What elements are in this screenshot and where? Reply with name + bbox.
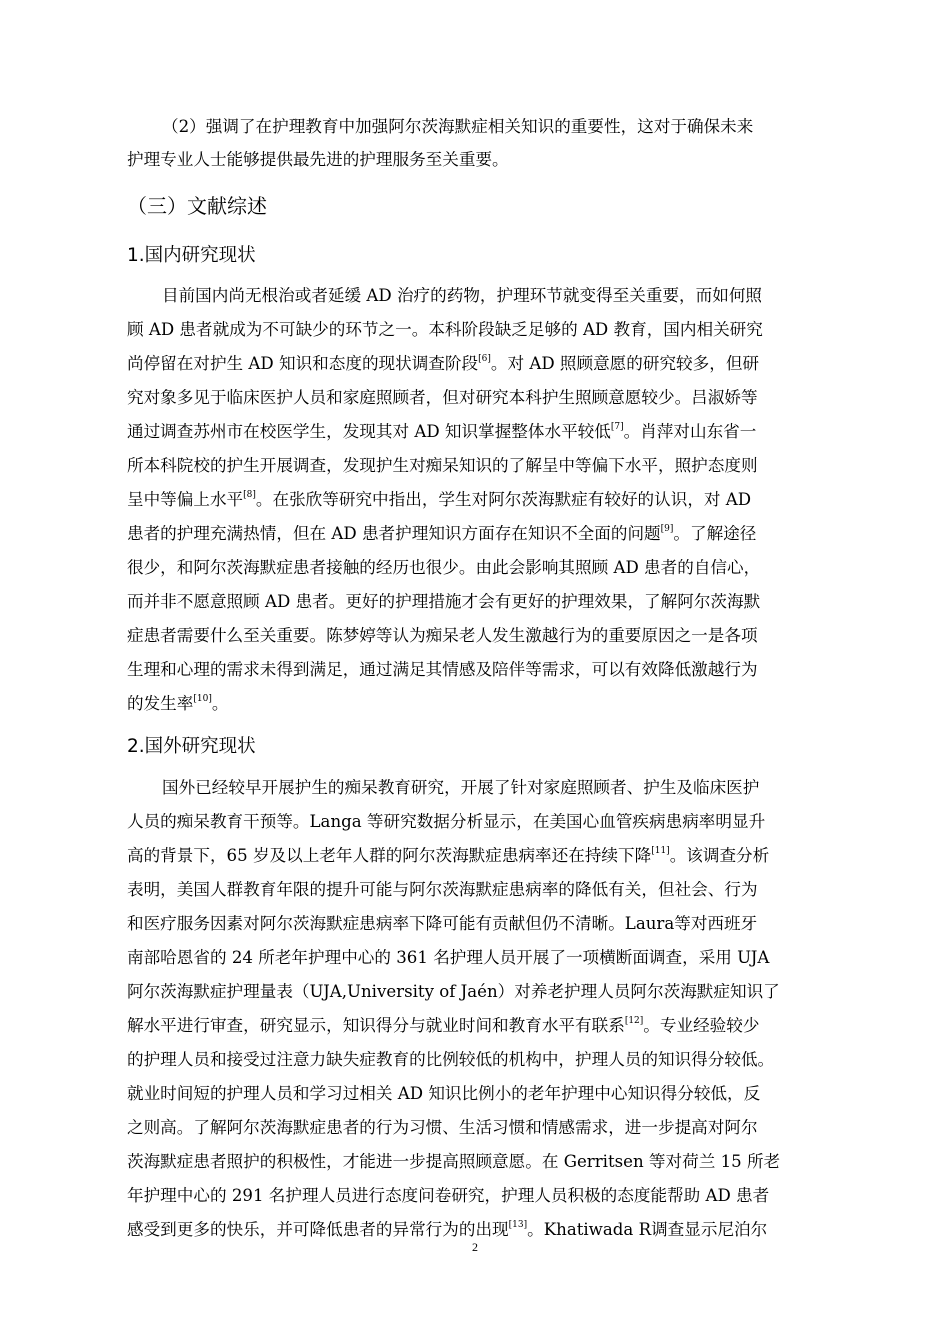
line-text: 高的背景下，65 岁及以上老年人群的阿尔茨海默症患病率还在持续下降 [127, 846, 652, 865]
line-text: 通过调查苏州市在校医学生，发现其对 AD 知识掌握整体水平较低 [127, 422, 611, 441]
domestic-paragraph-line [127, 556, 760, 580]
domestic-paragraph-line [127, 590, 760, 614]
line-text: 表明，美国人群教育年限的提升可能与阿尔茨海默症患病率的降低有关，但社会、行为 [127, 880, 758, 899]
domestic-paragraph-line [127, 352, 759, 376]
line-text: 所本科院校的护生开展调查，发现护生对痴呆知识的了解呈中等偏下水平，照护态度则 [127, 456, 758, 475]
domestic-paragraph-line [127, 318, 763, 342]
line-text: 生理和心理的需求未得到满足，通过满足其情感及陪伴等需求，可以有效降低激越行为 [127, 660, 758, 679]
line-text-continued: 。Khatiwada R调查显示尼泊尔 [527, 1220, 768, 1239]
line-text: 呈中等偏上水平 [127, 490, 244, 509]
line-text: 阿尔茨海默症护理量表（UJA,University of Jaén）对养老护理人员阿尔茨海默症知识了 [127, 982, 780, 1001]
line-text: 之则高。了解阿尔茨海默症患者的行为习惯、生活习惯和情感需求，进一步提高对阿尔 [127, 1118, 758, 1137]
foreign-paragraph-line [127, 1014, 759, 1038]
line-text: 很少，和阿尔茨海默症患者接触的经历也很少。由此会影响其照顾 AD 患者的自信心， [127, 558, 761, 577]
citation-superscript: [6] [478, 354, 491, 364]
line-text: 解水平进行审查，研究显示，知识得分与就业时间和教育水平有联系 [127, 1016, 625, 1035]
line-text: 而并非不愿意照顾 AD 患者。更好的护理措施才会有更好的护理效果，了解阿尔茨海默 [127, 592, 761, 611]
foreign-paragraph-line [127, 1218, 767, 1242]
domestic-paragraph-line [127, 420, 756, 444]
domestic-paragraph-line [127, 386, 758, 410]
line-text: 症患者需要什么至关重要。陈梦婷等认为痴呆老人发生激越行为的重要原因之一是各项 [127, 626, 758, 645]
foreign-paragraph-line [127, 1184, 769, 1208]
line-text: 和医疗服务因素对阿尔茨海默症患病率下降可能有贡献但仍不清晰。Laura等对西班牙 [127, 914, 758, 933]
domestic-paragraph-line [127, 454, 758, 478]
citation-superscript: [11] [651, 846, 670, 856]
line-text: 尚停留在对护生 AD 知识和态度的现状调查阶段 [127, 354, 479, 373]
line-text-continued: 。 [211, 694, 229, 713]
foreign-paragraph-line [127, 1150, 780, 1174]
line-text: 感受到更多的快乐，并可降低患者的异常行为的出现 [127, 1220, 509, 1239]
domestic-paragraph-line [127, 658, 758, 682]
intro-line-2: 护理专业人士能够提供最先进的护理服务至关重要。 [127, 150, 509, 169]
line-text: 就业时间短的护理人员和学习过相关 AD 知识比例小的老年护理中心知识得分较低，反 [127, 1084, 761, 1103]
foreign-heading: 2.国外研究现状 [127, 736, 256, 757]
line-text-continued: 。专业经验较少 [643, 1016, 760, 1035]
line-text-continued: 。肖萍对山东省一 [623, 422, 757, 441]
line-text: 的发生率 [127, 694, 194, 713]
line-text-continued: 。对 AD 照顾意愿的研究较多，但研 [490, 354, 760, 373]
foreign-paragraph-line [127, 810, 765, 834]
line-text-continued: 。该调查分析 [669, 846, 770, 865]
line-text: 茨海默症患者照护的积极性，才能进一步提高照顾意愿。在 Gerritsen 等对荷兰 15 所老 [127, 1152, 781, 1171]
foreign-paragraph-line [127, 980, 780, 1004]
line-text: 南部哈恩省的 24 所老年护理中心的 361 名护理人员开展了一项横断面调查，采用 UJA [127, 948, 770, 967]
line-text: 年护理中心的 291 名护理人员进行态度问卷研究，护理人员积极的态度能帮助 AD 患者 [127, 1186, 770, 1205]
foreign-paragraph-line [162, 776, 759, 800]
domestic-heading: 1.国内研究现状 [127, 245, 256, 266]
line-text-continued: 。在张欣等研究中指出，学生对阿尔茨海默症有较好的认识，对 AD [255, 490, 752, 509]
citation-superscript: [12] [624, 1016, 644, 1026]
foreign-paragraph-line [127, 1048, 774, 1072]
foreign-paragraph-line [127, 1116, 758, 1140]
citation-superscript: [8] [243, 490, 256, 500]
line-text: 国外已经较早开展护生的痴呆教育研究，开展了针对家庭照顾者、护生及临床医护 [162, 778, 760, 797]
line-text: 目前国内尚无根治或者延缓 AD 治疗的药物，护理环节就变得至关重要，而如何照 [162, 286, 763, 305]
foreign-paragraph-line [127, 844, 769, 868]
domestic-paragraph-line [127, 522, 756, 546]
line-text: 人员的痴呆教育干预等。Langa 等研究数据分析显示，在美国心血管疾病患病率明显升 [127, 812, 766, 831]
citation-superscript: [10] [193, 694, 212, 704]
line-text: 究对象多见于临床医护人员和家庭照顾者，但对研究本科护生照顾意愿较少。吕淑娇等 [127, 388, 758, 407]
line-text: 顾 AD 患者就成为不可缺少的环节之一。本科阶段缺乏足够的 AD 教育，国内相关研究 [127, 320, 763, 339]
citation-superscript: [13] [508, 1220, 528, 1230]
domestic-paragraph-line [127, 692, 228, 716]
intro-line-1: （2）强调了在护理教育中加强阿尔茨海默症相关知识的重要性，这对于确保未来 [162, 117, 754, 136]
line-text-continued: 。了解途径 [673, 524, 757, 543]
domestic-paragraph-line [127, 624, 758, 648]
foreign-paragraph-line [127, 878, 758, 902]
domestic-paragraph-line [162, 284, 762, 308]
domestic-paragraph-line [127, 488, 751, 512]
section-heading: （三）文献综述 [127, 194, 267, 218]
line-text: 患者的护理充满热情，但在 AD 患者护理知识方面存在知识不全面的问题 [127, 524, 661, 543]
line-text: 的护理人员和接受过注意力缺失症教育的比例较低的机构中，护理人员的知识得分较低。 [127, 1050, 775, 1069]
foreign-paragraph-line [127, 912, 757, 936]
page-number: 2 [472, 1240, 478, 1254]
citation-superscript: [7] [610, 422, 624, 432]
foreign-paragraph-line [127, 946, 769, 970]
foreign-paragraph-line [127, 1082, 760, 1106]
citation-superscript: [9] [660, 524, 674, 534]
